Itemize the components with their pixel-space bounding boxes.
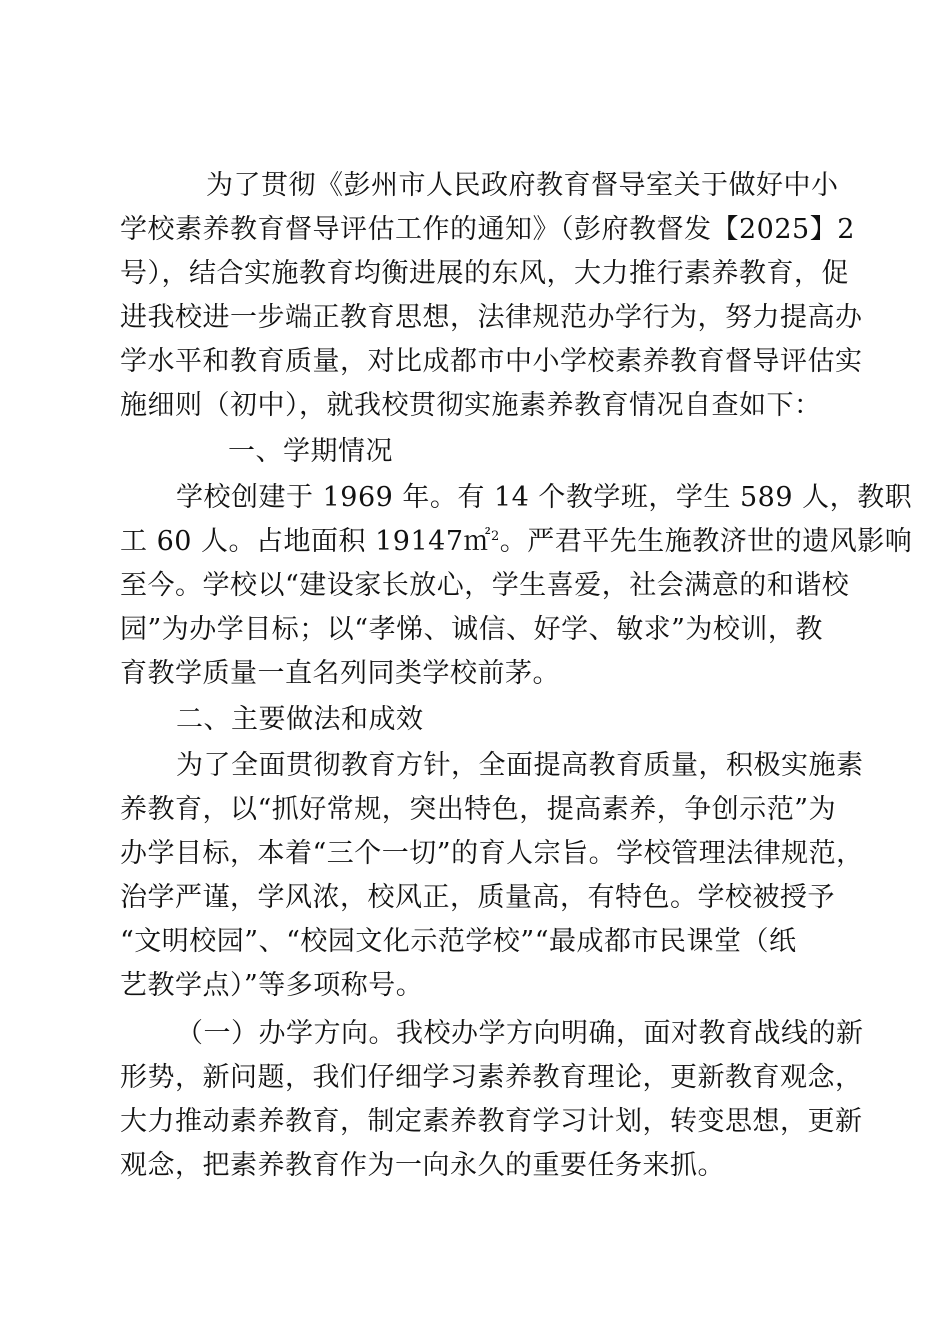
paragraph-line: 施细则（初中），就我校贯彻实施素养教育情况自查如下：	[120, 390, 822, 421]
line-text: 。严君平先生施教济世的遗风影响	[499, 526, 913, 557]
paragraph-line: 学校素养教育督导评估工作的通知》（彭府教督发【2025】2	[120, 214, 855, 245]
paragraph-line: 学水平和教育质量，对比成都市中小学校素养教育督导评估实	[120, 346, 863, 377]
paragraph-line: 为了贯彻《彭州市人民政府教育督导室关于做好中小	[206, 170, 839, 201]
line-text: 工 60 人。占地面积 19147㎡	[120, 526, 491, 557]
section-heading: 一、学期情况	[228, 436, 393, 467]
paragraph-line: 至今。学校以“建设家长放心，学生喜爱，社会满意的和谐校	[120, 570, 850, 601]
paragraph-line: 育教学质量一直名列同类学校前茅。	[120, 658, 560, 689]
paragraph-line: 治学严谨，学风浓，校风正，质量高，有特色。学校被授予	[120, 882, 835, 913]
paragraph-line: （一）办学方向。我校办学方向明确，面对教育战线的新	[176, 1018, 864, 1049]
paragraph-line: 养教育，以“抓好常规，突出特色，提高素养，争创示范”为	[120, 794, 837, 825]
paragraph-line: 进我校进一步端正教育思想，法律规范办学行为，努力提高办	[120, 302, 863, 333]
paragraph-line	[120, 522, 912, 562]
section-heading: 二、主要做法和成效	[176, 704, 424, 735]
paragraph-line: 号），结合实施教育均衡进展的东风，大力推行素养教育，促	[120, 258, 849, 289]
paragraph-line: 办学目标，本着“三个一切”的育人宗旨。学校管理法律规范，	[120, 838, 864, 869]
paragraph-line: 学校创建于 1969 年。有 14 个教学班，学生 589 人，教职	[176, 482, 913, 513]
paragraph-line: 大力推动素养教育，制定素养教育学习计划，转变思想，更新	[120, 1106, 863, 1137]
paragraph-line: 园”为办学目标；以“孝悌、诚信、好学、敏求”为校训，教	[120, 614, 823, 645]
paragraph-line: 形势，新问题，我们仔细学习素养教育理论，更新教育观念，	[120, 1062, 863, 1093]
paragraph-line: 为了全面贯彻教育方针，全面提高教育质量，积极实施素	[176, 750, 864, 781]
paragraph-line: “文明校园”、“校园文化示范学校”“最成都市民课堂（纸	[120, 926, 797, 957]
paragraph-line: 艺教学点）”等多项称号。	[120, 970, 424, 1001]
paragraph-line: 观念，把素养教育作为一向永久的重要任务来抓。	[120, 1150, 725, 1181]
superscript: 2	[491, 529, 500, 544]
